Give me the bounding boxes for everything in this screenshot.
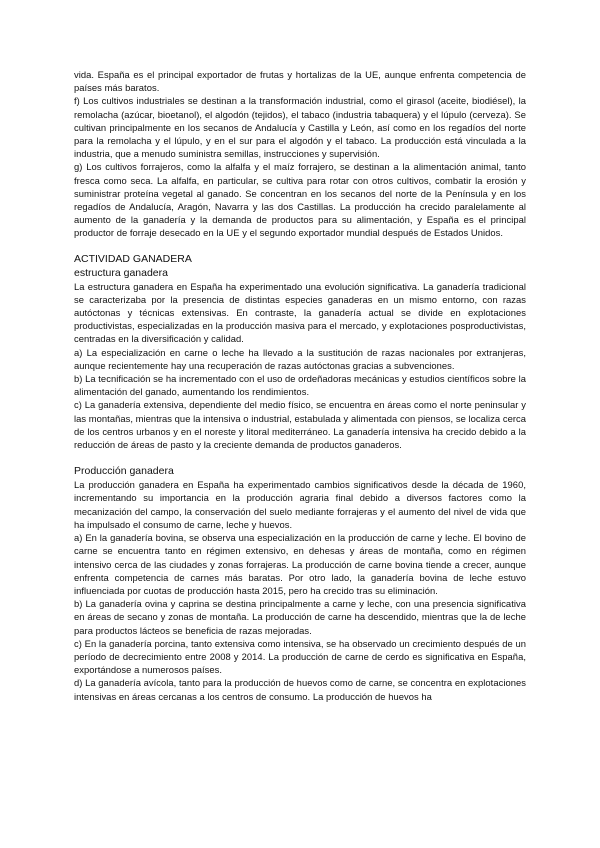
paragraph-technification: b) La tecnificación se ha incrementado con el uso de ordeñadoras mecánicas y estudios científicos sobre la alimentación del ganado, aumentando los rendimientos. [74,373,526,398]
paragraph-extensive-intensive: c) La ganadería extensiva, dependiente del medio físico, se encuentra en áreas como el norte peninsular y las montañas, mientras que la intensiva o industrial, estabulada y alimentada con piensos, se localiza cerca de los centros urbanos y en el noreste y litoral mediterráneo. La ganadería intensiva ha crecido debido a la reducción de áreas de pasto y la creciente demanda de productos ganaderos. [74,399,527,451]
paragraph-porcine: c) En la ganadería porcina, tanto extensiva como intensiva, se ha observado un crecimiento después de un período de decrecimiento entre 2008 y 2014. La producción de carne de cerdo es significativa en España, exportándose a numerosos países. [74,637,526,676]
paragraph-bovine: a) En la ganadería bovina, se observa una especialización en la producción de carne y leche. El bovino de carne se encuentra tanto en régimen extensivo, en dehesas y áreas de montaña, como en régimen intensivo cerca de las ciudades y zonas forrajeras. La producción de carne bovina tiende a crecer, aunque enfrenta competencia de carnes más baratas. Por otro lado, la ganadería bovina de leche estuvo influenciada por cuotas de producción hasta 2015, pero ha crecido tras su eliminación. [74,532,526,596]
section-gap [74,451,526,464]
paragraph-forage-crops: g) Los cultivos forrajeros, como la alfalfa y el maíz forrajero, se destinan a la alimentación animal, tanto fresca como seca. La alfalfa, en particular, se cultiva para rotar con otros cultivos, combatir la erosión y suministrar proteína vegetal al ganado. Se concentran en los secanos del norte de la Península y en los regadíos de Andalucía, Aragón, Navarra y las dos Castillas. La producción ha crecido paralelamente al aumento de la ganadería y la demanda de productos para su alimentación, y España es el principal productor de forraje desecado en la UE y el segundo exportador mundial después de Estados Unidos. [74,161,526,239]
paragraph-continuation: vida. España es el principal exportador de frutas y hortalizas de la UE, aunque enfrenta competencia de países más baratos. [74,69,526,94]
paragraph-specialization: a) La especialización en carne o leche ha llevado a la sustitución de razas nacionales por extranjeras, aunque recientemente hay una recuperación de razas autóctonas gracias a subvenciones. [74,346,526,371]
paragraph-structure-intro: La estructura ganadera en España ha experimentado una evolución significativa. La ganadería tradicional se caracterizaba por la presencia de distintas especies ganaderas en un mismo entorno, con razas autóctonas y técnicas extensivas. En contraste, la ganadería actual se divide en explotaciones productivistas, especializadas en la producción masiva para el mercado, y explotaciones posproductivistas, centradas en la diversificación y calidad. [74,280,526,345]
paragraph-ovine-caprine: b) La ganadería ovina y caprina se destina principalmente a carne y leche, con una presencia significativa en áreas de secano y zonas de montaña. La producción de carne ha descendido, mientras que la de leche para productos lácteos se beneficia de razas mejoradas. [74,598,526,636]
paragraph-production-intro: La producción ganadera en España ha experimentado cambios significativos desde la década de 1960, incrementando su importancia en la producción agraria final debido a diversos factores como la mecanización del campo, la conservación del suelo mediante forrajeras y el aumento del nivel de vida que ha impulsado el consumo de carne, leche y huevos. [74,479,526,530]
subheading-livestock-production: Producción ganadera [74,465,174,478]
section-heading-livestock: ACTIVIDAD GANADERA [74,252,192,265]
section-gap [74,240,526,252]
paragraph-poultry: d) La ganadería avícola, tanto para la producción de huevos como de carne, se concentra en explotaciones intensivas en áreas cercanas a los centros de consumo. La producción de huevos ha [74,677,526,702]
paragraph-industrial-crops: f) Los cultivos industriales se destinan a la transformación industrial, como el girasol (aceite, biodiésel), la remolacha (azúcar, bioetanol), el algodón (tejidos), el tabaco (industria tabaquera) y el lúpulo (cerveza). Se cultivan principalmente en los secanos de Andalucía y Castilla y León, así como en los regadíos del norte para la remolacha y el lúpulo, y en el sur para el algodón y el tabaco. La producción está vinculada a la industria, que a menudo suministra semillas, instrucciones y supervisión. [74,95,526,160]
subheading-livestock-structure: estructura ganadera [74,266,168,279]
